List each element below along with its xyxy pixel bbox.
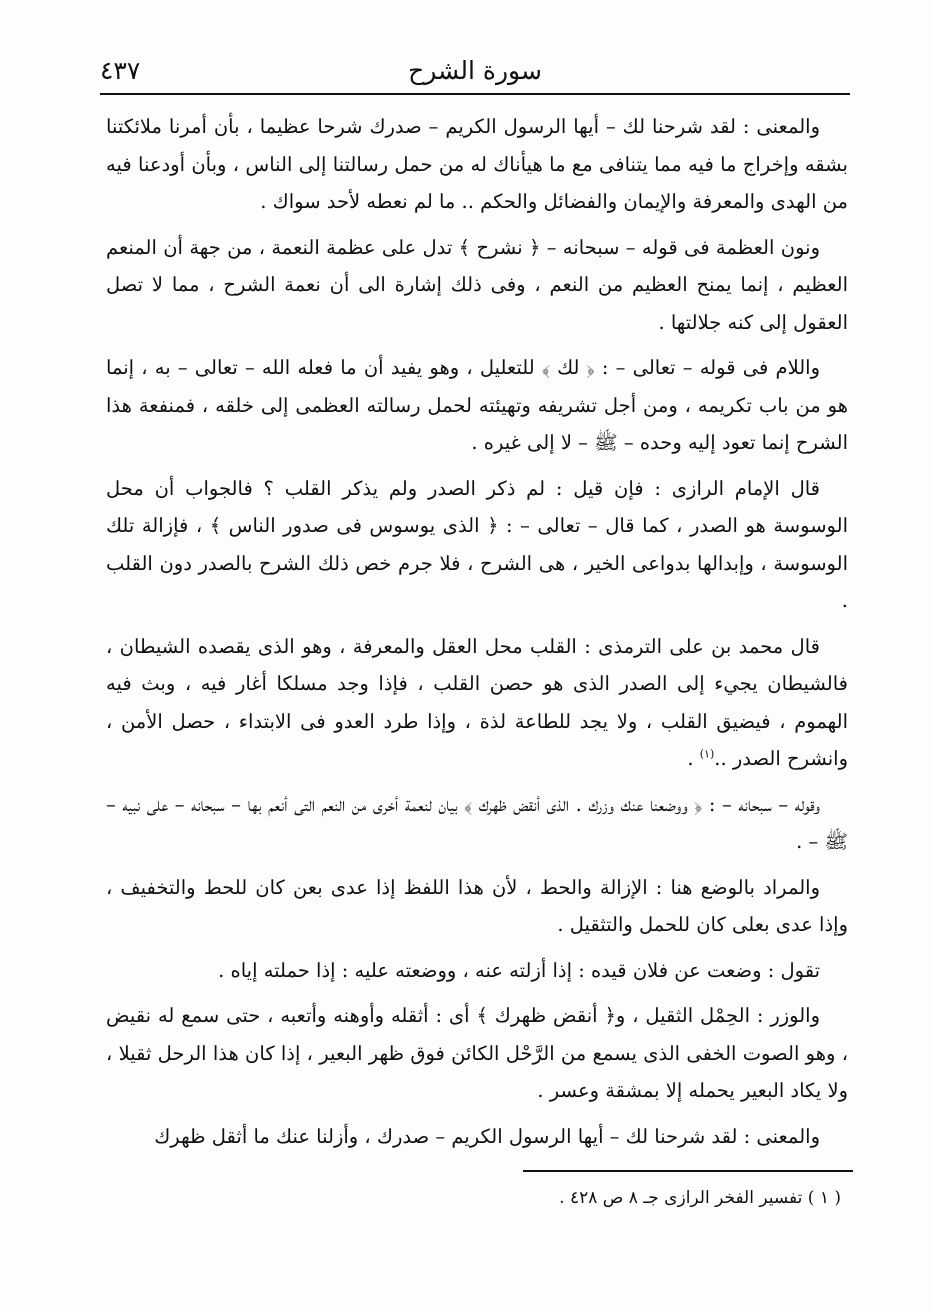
- paragraph: وقوله – سبحانه – : ﴿ ووضعنا عنك وزرك . الذى أنقض ظهرك ﴾ بيان لنعمة أخرى من النعم التى أنعم بها – سبحانه – على نبيه – ﷺ – .: [106, 792, 848, 853]
- paragraph: والمعنى : لقد شرحنا لك – أيها الرسول الكريم – صدرك ، وأزلنا عنك ما أثقل ظهرك: [154, 1124, 820, 1148]
- paragraph: واللام فى قوله – تعالى – : ﴿ لك ﴾ للتعليل ، وهو يفيد أن ما فعله الله – تعالى – به ، إنما هو من باب تكريمه ، ومن أجل تشريفه وتهيئته لحمل رسالته العظمى إلى خلقه ، فمنفعة هذا الشرح إنما تعود إليه وحده – ﷺ – لا إلى غيره .: [106, 356, 848, 454]
- paragraph-text: قال محمد بن على الترمذى : القلب محل العقل والمعرفة ، وهو الذى يقصده الشيطان ، فالشيطان يجيء إلى الصدر الذى هو حصن القلب ، فإذا وجد مسلكا أغار فيه ، وبث فيه الهموم ، فيضيق القلب ، ولا يجد للطاعة لذة ، وإذا طرد العدو فى الابتداء ، حصل الأمن ، وانشرح الصدر ..: [106, 634, 848, 770]
- paragraph: والمراد بالوضع هنا : الإزالة والحط ، لأن هذا اللفظ إذا عدى بعن كان للحط والتخفيف ، وإذا عدى بعلى كان للحمل والتثقيل .: [106, 875, 848, 936]
- paragraph: والوزر : الحِمْل الثقيل ، و﴿ أنقض ظهرك ﴾ أى : أثقله وأوهنه وأتعبه ، حتى سمع له نقيض ، وهو الصوت الخفى الذى يسمع من الرَّحْل الكائن فوق ظهر البعير ، إذا كان هذا الرحل ثقيلا ، ولا يكاد البعير يحمله إلا بمشقة وعسر .: [106, 1004, 848, 1102]
- footnote-marker: (١): [699, 747, 715, 761]
- page-number: ٤٣٧: [100, 56, 141, 85]
- footnote: ( ١ ) تفسير الفخر الرازى جـ ٨ ص ٤٢٨ .: [559, 1188, 841, 1208]
- main-text: [106, 108, 848, 1163]
- paragraph: ونون العظمة فى قوله – سبحانه – ﴿ نشرح ﴾ تدل على عظمة النعمة ، من جهة أن المنعم العظيم ، إنما يمنح العظيم من النعم ، وفى ذلك إشارة الى أن نعمة الشرح ، مما لا تصل العقول إلى كنه جلالتها .: [106, 235, 848, 334]
- surah-title: سورة الشرح: [408, 56, 542, 85]
- paragraph: قال الإمام الرازى : فإن قيل : لم ذكر الصدر ولم يذكر القلب ؟ فالجواب أن محل الوسوسة هو الصدر ، كما قال – تعالى – : ﴿ الذى يوسوس فى صدور الناس ﴾ ، فإزالة تلك الوسوسة ، وإبدالها بدواعى الخير ، هى الشرح ، فلا جرم خص ذلك الشرح بالصدر دون القلب .: [106, 476, 848, 612]
- paragraph-with-footnote: قال محمد بن على الترمذى : القلب محل العقل والمعرفة ، وهو الذى يقصده الشيطان ، فالشيطان يجيء إلى الصدر الذى هو حصن القلب ، فإذا وجد مسلكا أغار فيه ، وبث فيه الهموم ، فيضيق القلب ، ولا يجد للطاعة لذة ، وإذا طرد العدو فى الابتداء ، حصل الأمن ، وانشرح الصدر ..$^{(١)}$ .: [106, 634, 848, 770]
- paragraph: والمعنى : لقد شرحنا لك – أيها الرسول الكريم – صدرك شرحا عظيما ، بأن أمرنا ملائكتنا بشقه وإخراج ما فيه مما يتنافى مع ما هيأناك له من حمل رسالتنا إلى الناس ، وبأن أودعنا فيه من الهدى والمعرفة والإيمان والفضائل والحكم .. ما لم نعطه لأحد سواك .: [106, 115, 848, 213]
- footnote-divider: [523, 1170, 853, 1172]
- paragraph: تقول : وضعت عن فلان قيده : إذا أزلته عنه ، ووضعته عليه : إذا حملته إياه .: [218, 958, 820, 982]
- page-header: [100, 52, 850, 92]
- header-divider: [100, 93, 850, 95]
